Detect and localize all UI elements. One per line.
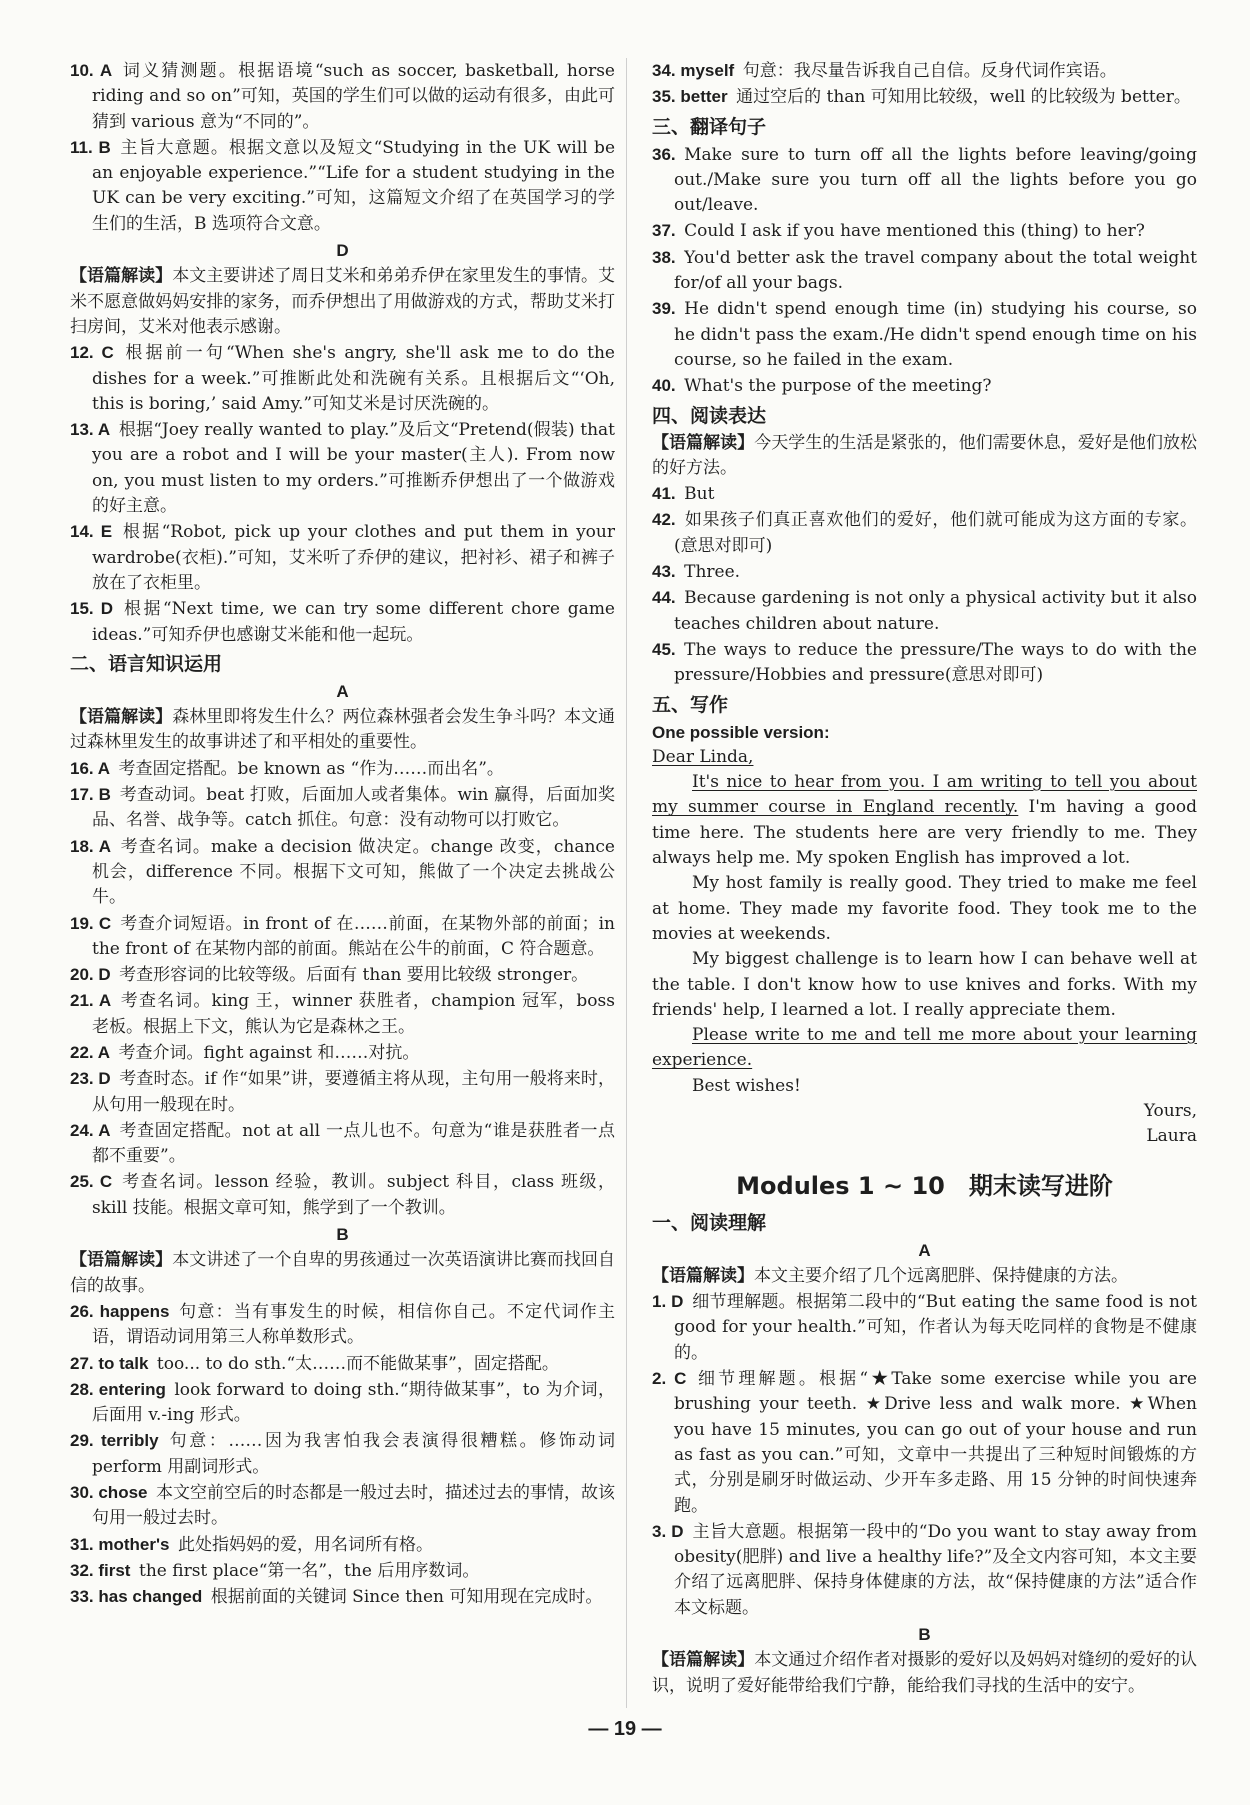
- answer-item: [70, 756, 615, 782]
- answer-item: [70, 962, 615, 988]
- answer-item: [652, 142, 1197, 219]
- essay-salutation: Dear Linda,: [652, 746, 754, 767]
- answer-text: What's the purpose of the meeting?: [675, 376, 992, 397]
- answer-text: 考查形容词的比较等级。后面有 than 要用比较级 stronger。: [110, 965, 589, 986]
- answer-item: [70, 58, 615, 135]
- answer-text: 句意：我尽量告诉我自己自信。反身代词作宾语。: [734, 61, 1117, 81]
- answer-item: [70, 135, 615, 237]
- subsection-a: A: [336, 681, 349, 701]
- answer-number: 34. myself: [652, 61, 735, 80]
- answer-item: [70, 911, 615, 963]
- section-5-heading: 五、写作: [652, 693, 729, 716]
- section-2-heading: 二、语言知识运用: [70, 652, 223, 675]
- answer-item: [70, 834, 615, 911]
- subsection-d: D: [336, 241, 349, 261]
- answer-number: 31. mother's: [70, 1534, 170, 1554]
- answer-text: Three.: [675, 562, 741, 583]
- answer-number: 45.: [652, 639, 676, 659]
- answer-text: 考查时态。if 作“如果”讲，要遵循主将从现，主句用一般将来时，从句用一般现在时。: [92, 1069, 616, 1115]
- modules-subsection-a: A: [918, 1240, 931, 1260]
- answer-number: 41.: [652, 484, 676, 504]
- left-items-a: [70, 756, 615, 1221]
- answer-number: 3. D: [652, 1521, 684, 1541]
- answer-number: 20. D: [70, 965, 111, 985]
- answer-number: 33. has changed: [70, 1587, 203, 1607]
- answer-text: 此处指妈妈的爱，用名词所有格。: [169, 1534, 433, 1555]
- left-column: [70, 58, 615, 1611]
- answer-number: 25. C: [70, 1172, 113, 1192]
- answer-text: 考查固定搭配。be known as “作为……而出名”。: [110, 758, 504, 779]
- answer-item: [70, 1066, 615, 1118]
- answer-item: [652, 373, 1197, 399]
- passage-summary-4: 【语篇解读】今天学生的生活是紧张的，他们需要休息，爱好是他们放松的好方法。: [652, 432, 1198, 478]
- answer-text: 主旨大意题。根据第一段中的“Do you want to stay away from obesity(肥胖) and live a healthy life?”及全文内容可知，本文主要介绍了远离肥胖、保持身体健康的方法，故“保持健康的方法”适合作本文标题。: [674, 1521, 1197, 1618]
- answer-number: 19. C: [70, 913, 112, 933]
- left-items-d: [70, 340, 615, 648]
- answer-item: [70, 1351, 615, 1377]
- answer-text: 根据“Joey really wanted to play.”及后文“Pretend(假装) that you are a robot and I will be your master(主人). From now on, you must listen to my orders.”可推断乔伊想出了一个做游戏的好主意。: [92, 420, 615, 517]
- answer-text: 本文空前空后的时态都是一般过去时，描述过去的事情，故该句用一般过去时。: [92, 1483, 615, 1529]
- answer-number: 15. D: [70, 599, 114, 619]
- essay-paragraph-2: My host family is really good. They tried to make me feel at home. They made my favorite food. They took me to the movies at weekends.: [652, 873, 1197, 944]
- essay-version-label: One possible version:: [652, 722, 830, 742]
- answer-text: 根据前一句“When she's angry, she'll ask me to do the dishes for a week.”可推断此处和洗碗有关系。且根据后文“‘Oh, this is boring,’ said Amy.”可知艾米是讨厌洗碗的。: [92, 343, 615, 414]
- answer-text: 考查名词。king 王，winner 获胜者，champion 冠军，boss 老板。根据上下文，熊认为它是森林之王。: [92, 991, 615, 1037]
- answer-number: 43.: [652, 562, 676, 582]
- answer-number: 1. D: [652, 1292, 684, 1312]
- answer-number: 21. A: [70, 991, 112, 1011]
- answer-number: 29. terribly: [70, 1431, 159, 1451]
- translation-items: [652, 142, 1197, 400]
- answer-text: But: [675, 484, 715, 505]
- answer-text: 主旨大意题。根据文意以及短文“Studying in the UK will be an enjoyable experience.”“Life for a student studying in the UK can be very exciting.”可知，这篇短文介绍了在英国学习的学生们的生活，B 选项符合文意。: [92, 137, 616, 234]
- modules-title: Modules 1 ~ 10 期末读写进阶: [736, 1171, 1113, 1200]
- answer-text: 句意：当有事发生的时候，相信你自己。不定代词作主语，谓语动词用第三人称单数形式。: [92, 1301, 615, 1348]
- answer-number: 16. A: [70, 758, 111, 778]
- answer-number: 35. better: [652, 87, 728, 107]
- page-number: — 19 —: [588, 1718, 662, 1740]
- answer-number: 14. E: [70, 522, 113, 542]
- modules-items-a: [652, 1289, 1197, 1621]
- answer-number: 2. C: [652, 1369, 687, 1389]
- section-3-heading: 三、翻译句子: [652, 115, 767, 138]
- answer-text: The ways to reduce the pressure/The ways to do with the pressure/Hobbies and pressure(意思对即可): [674, 639, 1197, 686]
- answer-item: [70, 1480, 615, 1532]
- answer-item: [652, 507, 1197, 559]
- answer-item: [70, 1040, 615, 1066]
- answer-text: 考查固定搭配。not at all 一点儿也不。句意为“谁是获胜者一点都不重要”。: [92, 1120, 615, 1167]
- answer-item: [70, 417, 615, 519]
- answer-text: You'd better ask the travel company about the total weight for/of all your bags.: [674, 247, 1197, 294]
- answer-text: 考查介词。fight against 和……对抗。: [110, 1042, 420, 1063]
- answer-text: 考查介词短语。in front of 在……前面，在某物外部的前面；in the front of 在某物内部的前面。熊站在公牛的前面，C 符合题意。: [92, 913, 615, 959]
- answer-number: 27. to talk: [70, 1353, 149, 1373]
- column-divider: [626, 58, 627, 1708]
- left-items-top: [70, 58, 615, 237]
- answer-number: 23. D: [70, 1069, 111, 1089]
- answer-item: [652, 559, 1197, 585]
- answer-item: [70, 1532, 615, 1558]
- answer-number: 37.: [652, 221, 676, 241]
- answer-item: [70, 1558, 615, 1584]
- answer-item: [652, 245, 1197, 297]
- essay-closing: Best wishes!: [692, 1075, 801, 1096]
- answer-item: [70, 340, 615, 417]
- answer-item: [652, 585, 1197, 637]
- answer-item: [70, 1428, 615, 1480]
- essay-paragraph-1: It's nice to hear from you. I am writing to tell you about my summer course in England recently. I'm having a good time here. The students here are very friendly to me. They always help me. My spoken English has improved a lot.: [652, 772, 1197, 869]
- answer-text: look forward to doing sth.“期待做某事”，to 为介词，后面用 v.-ing 形式。: [92, 1379, 615, 1426]
- answer-number: 11. B: [70, 137, 111, 157]
- answer-number: 12. C: [70, 343, 114, 363]
- answer-number: 24. A: [70, 1120, 111, 1140]
- answer-number: 40.: [652, 376, 676, 396]
- essay-sign-yours: Yours,: [1143, 1100, 1197, 1121]
- answer-number: 10. A: [70, 61, 113, 80]
- answer-text: Could I ask if you have mentioned this (thing) to her?: [675, 221, 1145, 242]
- answer-text: 词义猜测题。根据语境“such as soccer, basketball, horse riding and so on”可知，英国的学生们可以做的运动有很多，由此可猜到 various 意为“不同的”。: [92, 61, 615, 132]
- answer-text: 根据“Next time, we can try some different chore game ideas.”可知乔伊也感谢艾米能和他一起玩。: [92, 599, 615, 645]
- answer-item: [652, 1366, 1197, 1519]
- answer-item: [652, 1519, 1197, 1621]
- answer-item: [70, 988, 615, 1040]
- answer-number: 32. first: [70, 1560, 131, 1580]
- subsection-b: B: [336, 1225, 349, 1245]
- essay-paragraph-4: Please write to me and tell me more about your learning experience.: [652, 1025, 1197, 1071]
- answer-text: 句意：……因为我害怕我会表演得很糟糕。修饰动词 perform 用副词形式。: [92, 1431, 615, 1477]
- answer-text: 考查名词。make a decision 做决定。change 改变，chance 机会，difference 不同。根据下文可知，熊做了一个决定去挑战公牛。: [92, 836, 615, 908]
- answer-number: 26. happens: [70, 1301, 170, 1321]
- answer-number: 18. A: [70, 836, 112, 856]
- answer-item: [652, 296, 1197, 373]
- modules-passage-summary-a: 【语篇解读】本文主要介绍了几个远离肥胖、保持健康的方法。: [652, 1265, 1128, 1286]
- answer-text: 考查动词。beat 打败，后面加人或者集体。win 赢得，后面加奖品、名誉、战争等。catch 抓住。句意：没有动物可以打败它。: [92, 785, 615, 831]
- answer-number: 44.: [652, 588, 676, 608]
- answer-item: [70, 1584, 615, 1610]
- answer-text: 细节理解题。根据第二段中的“But eating the same food is not good for your health.”可知，作者认为每天吃同样的食物是不健康的。: [674, 1292, 1197, 1363]
- answer-item: [70, 519, 615, 596]
- passage-summary-d: 【语篇解读】本文主要讲述了周日艾米和弟弟乔伊在家里发生的事情。艾米不愿意做妈妈安排的家务，而乔伊想出了用做游戏的方式，帮助艾米打扫房间，艾米对他表示感谢。: [70, 266, 616, 337]
- answer-text: 根据前面的关键词 Since then 可知用现在完成时。: [202, 1587, 603, 1608]
- answer-number: 36.: [652, 144, 676, 164]
- answer-text: Make sure to turn off all the lights before leaving/going out./Make sure you turn off all the lights before you go out/leave.: [674, 144, 1197, 216]
- answer-item: [70, 596, 615, 648]
- answer-text: 如果孩子们真正喜欢他们的爱好，他们就可能成为这方面的专家。(意思对即可): [674, 510, 1197, 556]
- answer-text: 根据“Robot, pick up your clothes and put them in your wardrobe(衣柜).”可知，艾米听了乔伊的建议，把衬衫、裙子和裤子放在了衣柜里。: [92, 522, 615, 593]
- answer-number: 39.: [652, 299, 676, 319]
- modules-passage-summary-b: 【语篇解读】本文通过介绍作者对摄影的爱好以及妈妈对缝纫的爱好的认识，说明了爱好能带给我们宁静，能给我们寻找的生活中的安宁。: [652, 1650, 1198, 1696]
- answer-item: [652, 218, 1197, 244]
- right-items-top: [652, 58, 1197, 111]
- section-1-heading: 一、阅读理解: [652, 1211, 767, 1234]
- answer-item: [70, 1377, 615, 1429]
- answer-item: [652, 1289, 1197, 1366]
- reading-items: [652, 481, 1197, 688]
- answer-item: [652, 58, 1197, 84]
- answer-text: the first place“第一名”，the 后用序数词。: [130, 1560, 480, 1581]
- right-column: [652, 58, 1197, 1699]
- answer-text: 通过空后的 than 可知用比较级，well 的比较级为 better。: [727, 87, 1191, 108]
- essay-sign-name: Laura: [1146, 1126, 1197, 1147]
- left-items-b: [70, 1299, 615, 1611]
- answer-text: Because gardening is not only a physical activity but it also teaches children about nature.: [674, 588, 1197, 634]
- answer-number: 22. A: [70, 1042, 111, 1062]
- answer-number: 17. B: [70, 785, 111, 805]
- answer-item: [70, 1118, 615, 1170]
- answer-item: [652, 481, 1197, 507]
- answer-item: [70, 1299, 615, 1351]
- answer-item: [70, 1169, 615, 1221]
- answer-text: too... to do sth.“太……而不能做某事”，固定搭配。: [148, 1353, 559, 1374]
- essay-paragraph-3: My biggest challenge is to learn how I can behave well at the table. I don't know how to use knives and forks. With my friends' help, I learned a lot. I really appreciate them.: [652, 949, 1197, 1020]
- passage-summary-a: 【语篇解读】森林里即将发生什么？两位森林强者会发生争斗吗？本文通过森林里发生的故事讲述了和平相处的重要性。: [70, 707, 616, 753]
- answer-number: 13. A: [70, 420, 111, 440]
- section-4-heading: 四、阅读表达: [652, 404, 767, 427]
- answer-text: 考查名词。lesson 经验，教训。subject 科目，class 班级，skill 技能。根据文章可知，熊学到了一个教训。: [92, 1172, 616, 1218]
- answer-text: He didn't spend enough time (in) studying his course, so he didn't pass the exam./He didn't spend enough time on his course, so he failed in the exam.: [674, 299, 1197, 370]
- passage-summary-b: 【语篇解读】本文讲述了一个自卑的男孩通过一次英语演讲比赛而找回自信的故事。: [70, 1250, 616, 1296]
- modules-subsection-b: B: [918, 1625, 931, 1645]
- answer-item: [652, 84, 1197, 110]
- answer-number: 30. chose: [70, 1483, 148, 1503]
- answer-item: [652, 637, 1197, 689]
- answer-number: 38.: [652, 247, 676, 267]
- answer-number: 42.: [652, 510, 676, 530]
- answer-number: 28. entering: [70, 1379, 166, 1399]
- answer-item: [70, 782, 615, 834]
- answer-text: 细节理解题。根据“★Take some exercise while you are brushing your teeth. ★Drive less and walk more. ★When you have 15 minutes, you can go out of your house and run as fast as you can.”可知，文章中一共提出了三种短时间锻炼的方式，分别是刷牙时做运动、少开车多走路、用 15 分钟的时间快速奔跑。: [674, 1369, 1197, 1516]
